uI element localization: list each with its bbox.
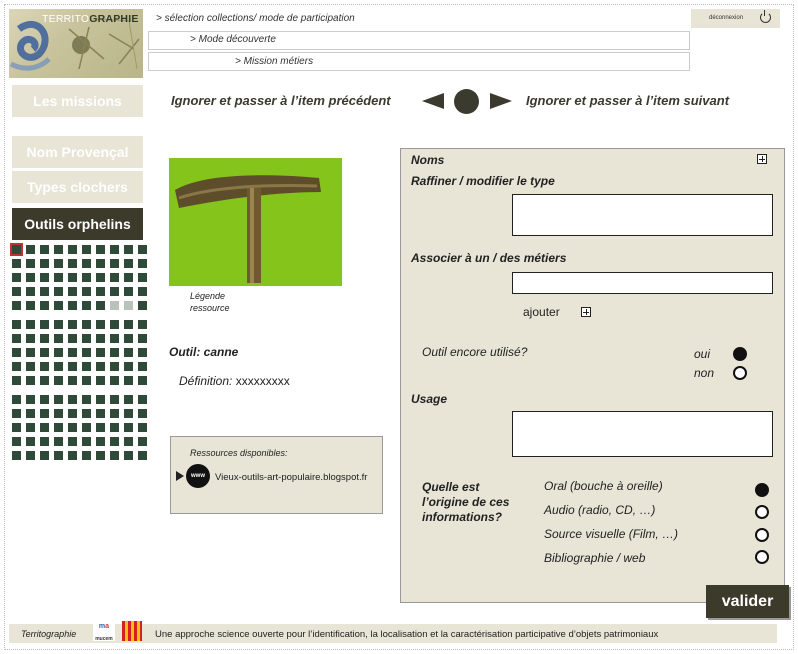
grid-item-square[interactable] bbox=[96, 437, 105, 446]
grid-item-square[interactable] bbox=[12, 320, 21, 329]
tool-definition: Définition: xxxxxxxxx bbox=[179, 374, 290, 388]
grid-item-square[interactable] bbox=[138, 437, 147, 446]
grid-item-square[interactable] bbox=[138, 320, 147, 329]
grid-item-square[interactable] bbox=[68, 409, 77, 418]
grid-item-square[interactable] bbox=[40, 320, 49, 329]
add-trade-label[interactable]: ajouter bbox=[523, 305, 560, 319]
grid-item-square[interactable] bbox=[26, 348, 35, 357]
grid-item-square[interactable] bbox=[54, 320, 63, 329]
grid-item-square[interactable] bbox=[40, 409, 49, 418]
item-grid-block-1 bbox=[12, 245, 143, 310]
grid-item-square[interactable] bbox=[40, 395, 49, 404]
grid-item-square[interactable] bbox=[82, 362, 91, 371]
grid-item-square[interactable] bbox=[124, 301, 133, 310]
grid-item-square[interactable] bbox=[68, 423, 77, 432]
yes-label: oui bbox=[694, 347, 711, 361]
grid-item-square[interactable] bbox=[12, 287, 21, 296]
naming-form-panel bbox=[400, 148, 785, 603]
refine-type-input[interactable] bbox=[512, 194, 773, 236]
grid-item-square[interactable] bbox=[54, 259, 63, 268]
grid-item-square[interactable] bbox=[40, 348, 49, 357]
grid-item-square[interactable] bbox=[110, 423, 119, 432]
grid-item-square[interactable] bbox=[54, 334, 63, 343]
grid-item-square[interactable] bbox=[40, 245, 49, 254]
grid-item-square[interactable] bbox=[138, 259, 147, 268]
section-title-noms: Noms bbox=[411, 153, 445, 167]
submit-button[interactable]: valider bbox=[706, 585, 789, 618]
grid-item-square[interactable] bbox=[68, 301, 77, 310]
logout-label: déconnexion bbox=[709, 15, 744, 21]
grid-item-square[interactable] bbox=[82, 301, 91, 310]
grid-item-square[interactable] bbox=[124, 409, 133, 418]
logo-text: TERRITOGRAPHIE bbox=[42, 13, 139, 25]
grid-item-square[interactable] bbox=[68, 395, 77, 404]
grid-item-square[interactable] bbox=[138, 301, 147, 310]
sidebar-item-nom-provencal[interactable]: Nom Provençal bbox=[12, 136, 143, 168]
grid-item-square[interactable] bbox=[124, 348, 133, 357]
grid-item-square[interactable] bbox=[12, 245, 21, 254]
grid-item-square[interactable] bbox=[26, 259, 35, 268]
grid-item-square[interactable] bbox=[26, 395, 35, 404]
origin-option-label: Oral (bouche à oreille) bbox=[544, 479, 663, 493]
grid-item-square[interactable] bbox=[40, 273, 49, 282]
grid-item-square[interactable] bbox=[124, 334, 133, 343]
origin-audio-radio[interactable] bbox=[755, 505, 769, 519]
grid-item-square[interactable] bbox=[54, 287, 63, 296]
grid-item-square[interactable] bbox=[96, 320, 105, 329]
power-icon bbox=[760, 12, 771, 23]
grid-item-square[interactable] bbox=[68, 376, 77, 385]
grid-item-square[interactable] bbox=[54, 451, 63, 460]
grid-item-square[interactable] bbox=[110, 334, 119, 343]
available-resources-box bbox=[170, 436, 383, 514]
grid-item-square[interactable] bbox=[68, 348, 77, 357]
grid-item-square[interactable] bbox=[12, 395, 21, 404]
grid-item-square[interactable] bbox=[138, 423, 147, 432]
grid-item-square[interactable] bbox=[54, 409, 63, 418]
grid-item-square[interactable] bbox=[82, 376, 91, 385]
origin-web-radio[interactable] bbox=[755, 550, 769, 564]
grid-item-square[interactable] bbox=[138, 362, 147, 371]
grid-item-square[interactable] bbox=[138, 451, 147, 460]
grid-item-square[interactable] bbox=[12, 273, 21, 282]
grid-item-square[interactable] bbox=[96, 362, 105, 371]
grid-item-square[interactable] bbox=[96, 409, 105, 418]
grid-item-square[interactable] bbox=[82, 273, 91, 282]
grid-item-square[interactable] bbox=[110, 287, 119, 296]
grid-item-square[interactable] bbox=[110, 348, 119, 357]
resource-legend: Légende ressource bbox=[190, 291, 230, 313]
grid-item-square[interactable] bbox=[110, 245, 119, 254]
pickaxe-image bbox=[169, 158, 342, 286]
grid-item-square[interactable] bbox=[110, 301, 119, 310]
grid-item-square[interactable] bbox=[12, 334, 21, 343]
grid-item-square[interactable] bbox=[110, 320, 119, 329]
grid-item-square[interactable] bbox=[82, 451, 91, 460]
grid-item-square[interactable] bbox=[96, 451, 105, 460]
grid-item-square[interactable] bbox=[12, 348, 21, 357]
grid-item-square[interactable] bbox=[110, 395, 119, 404]
grid-item-square[interactable] bbox=[110, 409, 119, 418]
grid-item-square[interactable] bbox=[110, 437, 119, 446]
play-arrow-icon bbox=[176, 471, 184, 481]
grid-item-square[interactable] bbox=[82, 320, 91, 329]
add-trade-plus-icon[interactable] bbox=[581, 307, 591, 317]
grid-item-square[interactable] bbox=[54, 437, 63, 446]
grid-item-square[interactable] bbox=[68, 451, 77, 460]
grid-item-square[interactable] bbox=[110, 362, 119, 371]
still-used-no-radio[interactable] bbox=[733, 366, 747, 380]
grid-item-square[interactable] bbox=[82, 245, 91, 254]
origin-option-label: Bibliographie / web bbox=[544, 551, 646, 565]
grid-item-square[interactable] bbox=[26, 334, 35, 343]
grid-item-square[interactable] bbox=[96, 395, 105, 404]
grid-item-square[interactable] bbox=[82, 395, 91, 404]
grid-item-square[interactable] bbox=[124, 287, 133, 296]
grid-item-square[interactable] bbox=[110, 259, 119, 268]
grid-item-square[interactable] bbox=[54, 423, 63, 432]
www-globe-icon[interactable]: www bbox=[186, 464, 210, 488]
origin-option-label: Audio (radio, CD, …) bbox=[544, 503, 656, 517]
grid-item-square[interactable] bbox=[26, 273, 35, 282]
tool-name: Outil: canne bbox=[169, 345, 239, 359]
breadcrumb-level2[interactable]: > Mode découverte bbox=[190, 34, 276, 45]
current-item-dot-icon bbox=[454, 89, 479, 114]
grid-item-square[interactable] bbox=[68, 320, 77, 329]
previous-item-link[interactable]: Ignorer et passer à l’item précédent bbox=[171, 93, 391, 108]
grid-item-square[interactable] bbox=[26, 287, 35, 296]
grid-item-square[interactable] bbox=[40, 423, 49, 432]
available-resources-title: Ressources disponibles: bbox=[190, 448, 288, 458]
previous-arrow-icon[interactable] bbox=[422, 93, 444, 109]
grid-item-square[interactable] bbox=[54, 245, 63, 254]
grid-item-square[interactable] bbox=[124, 273, 133, 282]
grid-item-square[interactable] bbox=[96, 334, 105, 343]
grid-item-square[interactable] bbox=[138, 334, 147, 343]
usage-label: Usage bbox=[411, 392, 448, 406]
grid-item-square[interactable] bbox=[12, 423, 21, 432]
grid-item-square[interactable] bbox=[96, 348, 105, 357]
grid-item-square[interactable] bbox=[40, 301, 49, 310]
grid-item-square[interactable] bbox=[68, 334, 77, 343]
grid-item-square[interactable] bbox=[54, 348, 63, 357]
grid-item-square[interactable] bbox=[82, 348, 91, 357]
breadcrumb-level3[interactable]: > Mission métiers bbox=[235, 56, 314, 67]
origin-oral-radio[interactable] bbox=[755, 483, 769, 497]
mucem-logo: ma mucem bbox=[93, 621, 115, 641]
sidebar-item-types-clochers[interactable]: Types clochers bbox=[12, 171, 143, 203]
grid-item-square[interactable] bbox=[12, 409, 21, 418]
sidebar-item-outils-orphelins[interactable]: Outils orphelins bbox=[12, 208, 143, 240]
grid-item-square[interactable] bbox=[40, 334, 49, 343]
grid-item-square[interactable] bbox=[26, 362, 35, 371]
associate-trades-label: Associer à un / des métiers bbox=[411, 251, 567, 265]
grid-item-square[interactable] bbox=[96, 301, 105, 310]
footer-brand: Territographie bbox=[21, 629, 77, 639]
grid-item-square[interactable] bbox=[82, 334, 91, 343]
grid-item-square[interactable] bbox=[26, 409, 35, 418]
grid-item-square[interactable] bbox=[54, 395, 63, 404]
grid-item-square[interactable] bbox=[124, 376, 133, 385]
grid-item-square[interactable] bbox=[68, 437, 77, 446]
breadcrumb-level3-box bbox=[148, 52, 690, 71]
grid-item-square[interactable] bbox=[96, 423, 105, 432]
grid-item-square[interactable] bbox=[12, 362, 21, 371]
grid-item-square[interactable] bbox=[40, 376, 49, 385]
grid-item-square[interactable] bbox=[54, 301, 63, 310]
associate-trades-input[interactable] bbox=[512, 272, 773, 294]
grid-item-square[interactable] bbox=[124, 395, 133, 404]
grid-item-square[interactable] bbox=[54, 376, 63, 385]
grid-item-square[interactable] bbox=[26, 301, 35, 310]
grid-item-square[interactable] bbox=[82, 437, 91, 446]
item-grid-block-2 bbox=[12, 320, 143, 385]
next-arrow-icon[interactable] bbox=[490, 93, 512, 109]
grid-item-square[interactable] bbox=[110, 376, 119, 385]
grid-item-square[interactable] bbox=[12, 301, 21, 310]
grid-item-square[interactable] bbox=[82, 259, 91, 268]
usage-input[interactable] bbox=[512, 411, 773, 457]
grid-item-square[interactable] bbox=[124, 245, 133, 254]
still-used-yes-radio[interactable] bbox=[733, 347, 747, 361]
grid-item-square[interactable] bbox=[12, 376, 21, 385]
grid-item-square[interactable] bbox=[96, 245, 105, 254]
grid-item-square[interactable] bbox=[138, 245, 147, 254]
grid-item-square[interactable] bbox=[124, 320, 133, 329]
resource-image bbox=[169, 158, 342, 286]
grid-item-square[interactable] bbox=[138, 409, 147, 418]
origin-visual-radio[interactable] bbox=[755, 528, 769, 542]
grid-item-square[interactable] bbox=[138, 273, 147, 282]
origin-label: Quelle est l’origine de ces informations? bbox=[422, 480, 510, 524]
footer-description: Une approche science ouverte pour l’identification, la localisation et la caractérisation participative d’objets patrimoniaux bbox=[155, 629, 659, 640]
grid-item-square[interactable] bbox=[110, 451, 119, 460]
missions-button[interactable]: Les missions bbox=[12, 85, 143, 117]
grid-item-square[interactable] bbox=[124, 259, 133, 268]
grid-item-square[interactable] bbox=[82, 423, 91, 432]
grid-item-square[interactable] bbox=[138, 376, 147, 385]
grid-item-square[interactable] bbox=[124, 362, 133, 371]
grid-item-square[interactable] bbox=[68, 245, 77, 254]
grid-item-square[interactable] bbox=[12, 437, 21, 446]
refine-type-label: Raffiner / modifier le type bbox=[411, 174, 555, 188]
grid-item-square[interactable] bbox=[26, 376, 35, 385]
grid-item-square[interactable] bbox=[96, 273, 105, 282]
grid-item-square[interactable] bbox=[68, 259, 77, 268]
grid-item-square[interactable] bbox=[68, 273, 77, 282]
logout-button[interactable] bbox=[691, 9, 780, 28]
grid-item-square[interactable] bbox=[68, 362, 77, 371]
origin-option-label: Source visuelle (Film, …) bbox=[544, 527, 679, 541]
grid-item-square[interactable] bbox=[110, 273, 119, 282]
grid-item-square[interactable] bbox=[138, 395, 147, 404]
grid-item-square[interactable] bbox=[82, 287, 91, 296]
grid-item-square[interactable] bbox=[12, 451, 21, 460]
grid-item-square[interactable] bbox=[96, 259, 105, 268]
grid-item-square[interactable] bbox=[138, 348, 147, 357]
footer bbox=[9, 624, 777, 643]
no-label: non bbox=[694, 366, 715, 380]
grid-item-square[interactable] bbox=[26, 320, 35, 329]
grid-item-square[interactable] bbox=[40, 287, 49, 296]
grid-item-square[interactable] bbox=[26, 245, 35, 254]
grid-item-square[interactable] bbox=[54, 362, 63, 371]
grid-item-square[interactable] bbox=[40, 451, 49, 460]
grid-item-square[interactable] bbox=[82, 409, 91, 418]
resource-link[interactable]: Vieux-outils-art-populaire.blogspot.fr bbox=[215, 472, 368, 483]
grid-item-square[interactable] bbox=[124, 423, 133, 432]
grid-item-square[interactable] bbox=[68, 287, 77, 296]
item-grid-block-3 bbox=[12, 395, 143, 460]
grid-item-square[interactable] bbox=[54, 273, 63, 282]
grid-item-square[interactable] bbox=[96, 376, 105, 385]
next-item-link[interactable]: Ignorer et passer à l’item suivant bbox=[526, 93, 730, 108]
grid-item-square[interactable] bbox=[138, 287, 147, 296]
grid-item-square[interactable] bbox=[40, 362, 49, 371]
grid-item-square[interactable] bbox=[96, 287, 105, 296]
region-flag-logo bbox=[122, 621, 142, 641]
grid-item-square[interactable] bbox=[26, 423, 35, 432]
grid-item-square[interactable] bbox=[12, 259, 21, 268]
grid-item-square[interactable] bbox=[40, 259, 49, 268]
grid-item-square[interactable] bbox=[40, 437, 49, 446]
grid-item-square[interactable] bbox=[124, 437, 133, 446]
territographie-logo[interactable] bbox=[9, 9, 143, 78]
breadcrumb-level1[interactable]: > sélection collections/ mode de participation bbox=[156, 13, 355, 24]
still-used-label: Outil encore utilisé? bbox=[422, 345, 528, 359]
grid-item-square[interactable] bbox=[26, 437, 35, 446]
expand-plus-icon[interactable] bbox=[757, 154, 767, 164]
grid-item-square[interactable] bbox=[124, 451, 133, 460]
grid-item-square[interactable] bbox=[26, 451, 35, 460]
